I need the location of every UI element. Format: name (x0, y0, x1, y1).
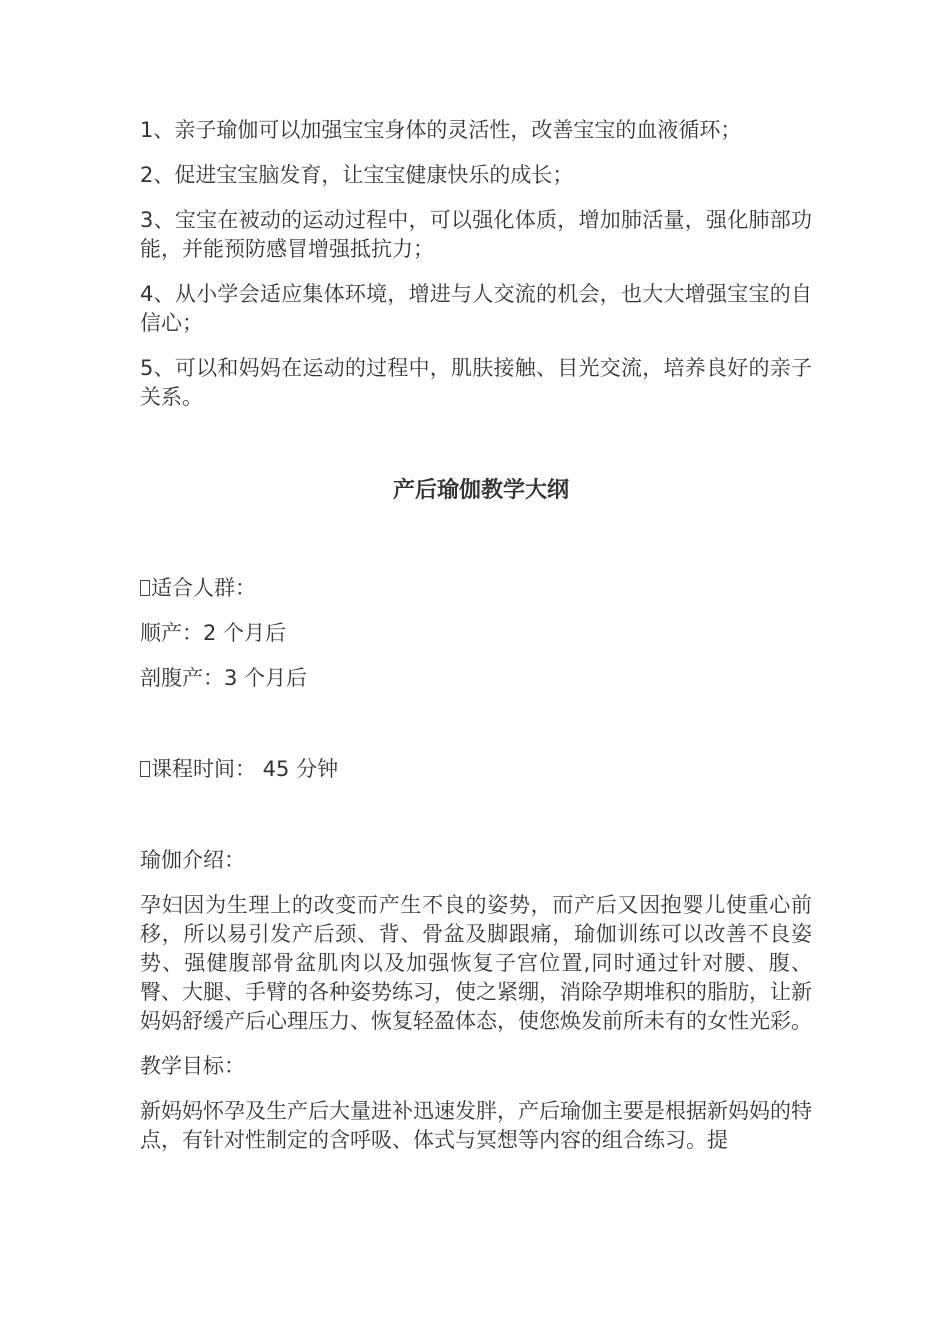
document-body (140, 116, 812, 1171)
spacer (140, 709, 812, 755)
checkbox-bullet-icon (140, 580, 150, 596)
intro-label: 瑜伽介绍： (140, 848, 245, 872)
duration-line (140, 755, 812, 784)
duration-label: 课程时间： (151, 757, 256, 781)
intro-text: 孕妇因为生理上的改变而产生不良的姿势，而产后又因抱婴儿使重心前移，所以易引发产后颈、背、骨盆及脚跟痛，瑜伽训练可以改善不良姿势、强健腹部骨盆肌肉以及加强恢复子宫位置,同时通过针对腰、腹、臀、大腿、手臂的各种姿势练习，使之紧绷，消除孕期堆积的脂肪，让新妈妈舒缓产后心理压力、恢复轻盈体态，使您焕发前所未有的女性光彩。 (140, 893, 812, 1033)
goal-label: 教学目标： (140, 1054, 245, 1078)
spacer (140, 800, 812, 846)
audience-cesarean: 剖腹产：3 个月后 (140, 666, 308, 690)
benefit-item-2: 2、促进宝宝脑发育，让宝宝健康快乐的成长； (140, 163, 574, 187)
goal-text: 新妈妈怀孕及生产后大量进补迅速发胖，产后瑜伽主要是根据新妈妈的特点，有针对性制定的含呼吸、体式与冥想等内容的组合练习。提 (140, 1099, 812, 1152)
audience-heading (140, 574, 812, 603)
benefit-item-5: 5、可以和妈妈在运动的过程中，肌肤接触、目光交流，培养良好的亲子关系。 (140, 356, 812, 409)
benefit-item-3: 3、宝宝在被动的运动过程中，可以强化体质，增加肺活量，强化肺部功能，并能预防感冒增强抵抗力； (140, 208, 812, 261)
checkbox-bullet-icon (140, 761, 150, 777)
duration-value: 45 分钟 (256, 757, 339, 781)
benefit-item-1: 1、亲子瑜伽可以加强宝宝身体的灵活性，改善宝宝的血液循环； (140, 118, 742, 142)
audience-label: 适合人群： (151, 576, 256, 600)
audience-natural: 顺产：2 个月后 (140, 621, 287, 645)
section-title: 产后瑜伽教学大纲 (392, 478, 569, 503)
benefit-item-4: 4、从小学会适应集体环境，增进与人交流的机会，也大大增强宝宝的自信心； (140, 282, 812, 335)
